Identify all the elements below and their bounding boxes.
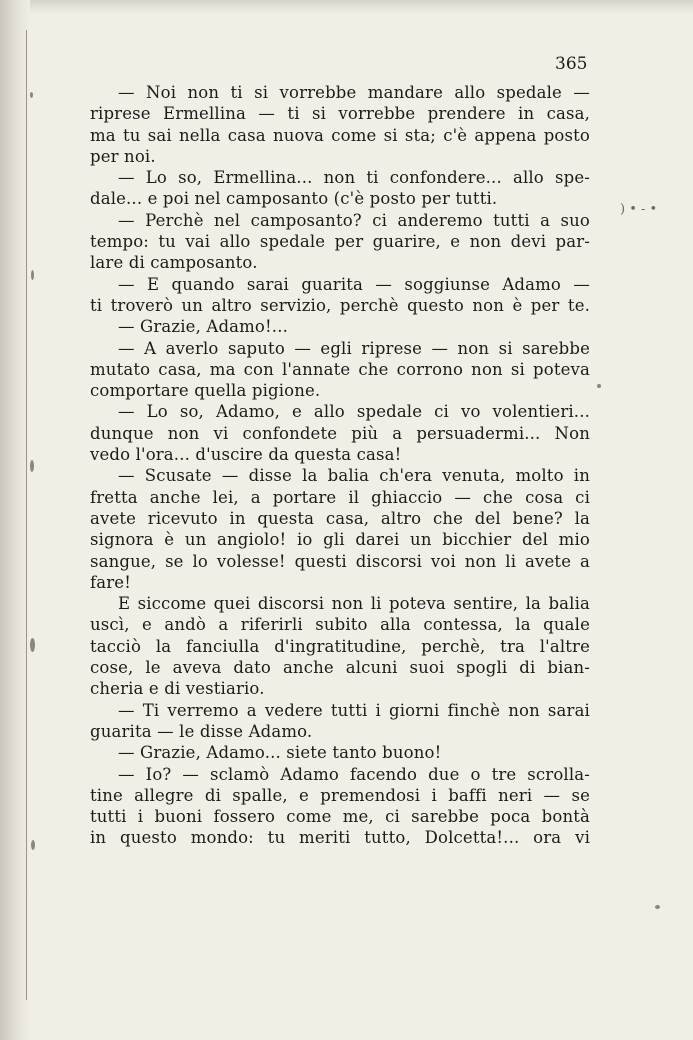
text-line: sangue, se lo volesse! questi discorsi voi non li avete a xyxy=(90,551,590,571)
text-line: per noi. xyxy=(90,146,156,166)
text-line: ti troverò un altro servizio, perchè questo non è per te. xyxy=(90,295,590,315)
text-line: signora è un angiolo! io gli darei un bicchier del mio xyxy=(90,530,590,550)
text-line: uscì, e andò a riferirli subito alla contessa, la quale xyxy=(90,615,590,635)
text-line: — Scusate — disse la balia ch'era venuta, molto in xyxy=(118,466,590,486)
scan-speck xyxy=(31,270,34,280)
text-line: — Noi non ti si vorrebbe mandare allo spedale — xyxy=(118,83,590,102)
text-line: tempo: tu vai allo spedale per guarire, e non devi par- xyxy=(90,232,590,252)
text-line: fretta anche lei, a portare il ghiaccio — che cosa ci xyxy=(90,487,590,507)
text-line: tine allegre di spalle, e premendosi i baffi neri — se xyxy=(90,785,590,805)
text-line: fare! xyxy=(90,572,131,592)
text-line: — Io? — sclamò Adamo facendo due o tre scrolla- xyxy=(118,764,590,784)
scan-speck xyxy=(31,840,35,850)
text-line: — Grazie, Adamo!... xyxy=(118,317,288,337)
text-line: ma tu sai nella casa nuova come si sta; c'è appena posto xyxy=(90,125,590,145)
text-line: — Lo so, Adamo, e allo spedale ci vo volentieri... xyxy=(118,402,590,422)
text-line: mutato casa, ma con l'annate che corrono non si poteva xyxy=(90,359,590,379)
text-line: — Ti verremo a vedere tutti i giorni finchè non sarai xyxy=(118,700,590,720)
scan-speck xyxy=(30,638,35,652)
scan-speck xyxy=(597,384,601,388)
text-line: vedo l'ora... d'uscire da questa casa! xyxy=(90,445,402,465)
text-line: — A averlo saputo — egli riprese — non si sarebbe xyxy=(118,338,590,358)
text-line: — E quando sarai guarita — soggiunse Adamo — xyxy=(118,274,590,294)
text-line: riprese Ermellina — ti si vorrebbe prendere in casa, xyxy=(90,104,590,124)
page-top-shadow xyxy=(0,0,693,14)
text-line: avete ricevuto in questa casa, altro che del bene? la xyxy=(90,508,590,528)
body-text xyxy=(90,82,590,849)
text-line: — Grazie, Adamo... siete tanto buono! xyxy=(118,743,442,763)
text-line: tacciò la fanciulla d'ingratitudine, perchè, tra l'altre xyxy=(90,636,590,656)
binding-line xyxy=(26,30,27,1000)
text-line: — Lo so, Ermellina... non ti confondere... allo spe- xyxy=(118,168,590,188)
page-number: 365 xyxy=(555,54,588,74)
text-line: in questo mondo: tu meriti tutto, Dolcetta!... ora vi xyxy=(90,828,590,848)
margin-note: ) • - • xyxy=(620,202,658,217)
text-line: dale... e poi nel camposanto (c'è posto per tutti. xyxy=(90,189,498,209)
text-line: lare di camposanto. xyxy=(90,253,258,273)
scan-speck xyxy=(655,905,660,909)
text-line: comportare quella pigione. xyxy=(90,381,321,401)
scan-speck xyxy=(30,460,34,472)
text-line: dunque non vi confondete più a persuadermi... Non xyxy=(90,423,590,443)
text-line: cheria e di vestiario. xyxy=(90,679,265,699)
text-line: E siccome quei discorsi non li poteva sentire, la balia xyxy=(118,594,590,614)
text-line: guarita — le disse Adamo. xyxy=(90,721,313,741)
text-line: — Perchè nel camposanto? ci anderemo tutti a suo xyxy=(118,210,590,230)
scan-speck xyxy=(30,92,33,98)
text-line: cose, le aveva dato anche alcuni suoi spogli di bian- xyxy=(90,658,590,678)
text-line: tutti i buoni fossero come me, ci sarebbe poca bontà xyxy=(90,807,590,827)
